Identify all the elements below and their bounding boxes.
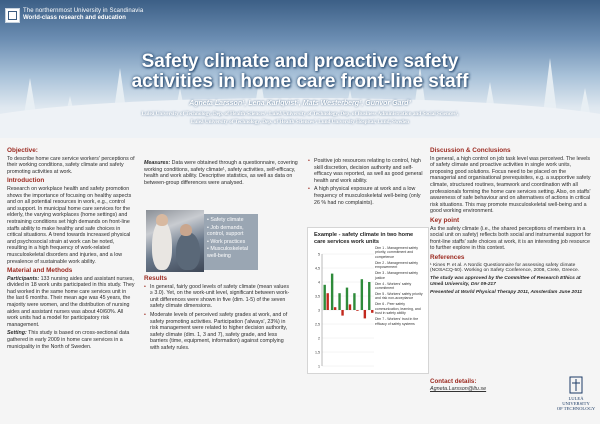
caption-item: • Safety climate	[207, 217, 244, 223]
results-item: • Moderate levels of perceived safety grades at work, and of safety promoting activities. Participation ('always', 23%) in risk management were related to higher decision authority, safety climate (dim. 1, 3 and 7), safety grade, and less barriers (time, equipment, information) against complying with safety rules.	[150, 312, 292, 352]
poster-title	[40, 52, 560, 92]
presented-note	[430, 290, 593, 296]
results-item: • In general, fairly good levels of safety climate (mean values ≥ 3.0). Yet, on the work-unit level, significant between work-unit differences were shown in five (dim. 1-5) of the seven safety climate dimensions.	[150, 284, 292, 310]
chart-bar-unit-a	[353, 293, 355, 310]
chart-bar-unit-b	[349, 304, 351, 310]
discussion-text: In general, a high control on job task level was perceived. The levels of safety climate and proactive activities in single work units, proposing good solutions. Focus need to be placed on the managerial and organisational prerequisites, e.g. a supportive safety climate, structured routines, teamwork and coordination with all professionals forming the home care services setting. Also, on staffs' awareness of safe behaviour and on alternatives of actions in critical risk situations. This may promote musculoskeletal well-being and a good working environment.	[430, 155, 591, 215]
y-tick-label: 1,5	[315, 350, 320, 355]
y-tick-label: 1	[318, 364, 320, 369]
network-banner	[0, 0, 600, 28]
legend-item: Dim 4 - Workers' safety commitment	[375, 281, 412, 291]
caption-item: • Job demands, control, support	[207, 224, 244, 238]
y-tick-label: 2,5	[315, 322, 320, 327]
legend-item: Dim 1 - Management safety priority, commitment and competence	[375, 246, 418, 259]
objective-heading: Objective:	[7, 147, 38, 154]
chart-bar-unit-b	[364, 310, 366, 318]
chart-bar-unit-a	[338, 293, 340, 310]
caption-item: • Musculoskeletal well-being	[207, 246, 249, 259]
keypoint-heading: Key point	[430, 216, 460, 224]
ethics-text: The study was approved by the Committee of Research Ethics at Umeå University, Dnr 09-217	[430, 276, 581, 288]
chart-bar-unit-b	[327, 293, 329, 310]
home-care-photo	[146, 210, 204, 272]
university-name-2: UNIVERSITY	[562, 401, 590, 406]
keypoint-text: As the safety climate (i.e., the shared perceptions of members in a social unit on safety) reflects both social and instrumental support for front-line staffs' safe choices at work, it is an interesting job resource to further explore in this context.	[430, 225, 592, 252]
column-right	[430, 145, 593, 298]
chart-bar-unit-a	[346, 288, 348, 310]
participants-paragraph	[7, 276, 135, 329]
measures-label: Measures:	[144, 160, 171, 166]
introduction-text: Research on workplace health and safety promotion shows the importance of focusing on healthy aspects and on all potential resources in work, e.g., control and support. In municipal home care services for the elderly, the varying workplaces (home settings) and restraining conditions set high demands on front-line staffs ability to make healthy and safe choices in critical situations. A trend towards increased physical and psychosocial strain at work can be noted, resulting in a high frequency of work-related musculoskeletal disorders and injuries, and a low prevalence of sustainable work ability.	[7, 185, 132, 265]
network-line-2: World-class research and education	[23, 15, 126, 21]
results-item: • A high physical exposure at work and a low frequency of musculoskeletal well-being (only 26 % had no complaints).	[314, 186, 426, 206]
results-list	[144, 284, 292, 352]
column-left	[7, 145, 135, 352]
y-tick-label: 3,5	[315, 294, 320, 299]
results-list-2	[308, 158, 426, 206]
authors: Agneta Larsson¹, Lena Karlqvist¹, Mats Westerberg², Gunvor Gard³	[189, 100, 411, 107]
setting-text: This study is based on cross-sectional data gathered in early 2009 in home care services in a municipality in the North of Sweden.	[7, 330, 130, 350]
affiliations	[60, 110, 540, 126]
university-logo	[555, 376, 597, 411]
introduction-heading: Introduction	[7, 177, 45, 185]
y-tick-label: 4	[318, 280, 320, 285]
chart-bar-unit-a	[331, 274, 333, 310]
legend-item: Dim 6 - Peer safety communication, learning, and trust in safety ability	[375, 302, 421, 316]
presented-text: Presented at World Physical Therapy 2011, Amsterdam June 2011	[430, 290, 583, 296]
results-continued	[308, 158, 426, 208]
legend-item: Dim 2 - Management safety empowerment	[375, 260, 418, 270]
university-logo-icon	[5, 8, 20, 23]
results-heading: Results	[144, 275, 168, 282]
chart-bar-unit-a	[368, 282, 370, 310]
chart-title: Example - safety climate in two home care services work units	[314, 232, 414, 245]
affiliation-line-1: Luleå University of Technology, Dep. of Health Sciences¹, Luleå University of Technology, Dep. of Business Administration and Social Sciences²,	[141, 111, 459, 117]
chart-bar-unit-b	[341, 310, 343, 316]
results-block	[144, 273, 292, 354]
objective-text: To describe home care service workers' perceptions of their working conditions, safety climate and safety promoting activities at work.	[7, 155, 135, 175]
university-crest-icon	[569, 376, 583, 394]
measures-paragraph	[144, 160, 304, 186]
results-item: • Positive job resources relating to control, high skill discretion, decision authority and self-efficacy was reported, as well as good general health and work ability.	[314, 158, 426, 184]
references-heading: References	[430, 253, 465, 261]
ethics-note	[430, 276, 593, 288]
measures-block	[144, 160, 304, 188]
photo-caption	[204, 214, 258, 270]
contact-email[interactable]: Agneta.Larsson@ltu.se	[430, 386, 487, 392]
participants-text: 133 nursing aides and assistant nurses, divided in 18 work units participated in this study. They had worked in the same home care services unit in the last 6 months. Their mean age was 45 years, the majority were women, and the distribution of nursing aides and assistant nurses was about 40/60%. All work units had a model for participatory risk management.	[7, 275, 135, 328]
participants-label: Participants:	[7, 275, 40, 282]
discussion-heading: Discussion & Conclusions	[430, 147, 511, 154]
measures-text: Data were obtained through a questionnaire, covering working conditions, safety climate¹, safety activities, self-efficacy, health and work ability. Descriptive statistics, as well as data on between-group differences were analysed.	[144, 160, 298, 186]
legend-item: Dim 5 - Workers' safety priority and risk non-acceptance	[375, 292, 423, 301]
chart-legend	[375, 246, 425, 328]
title-line-2: activities in home care front-line staff	[131, 71, 469, 92]
chart-bar-unit-b	[371, 310, 373, 313]
legend-item: Dim 7 - Workers' trust in the efficacy of safety systems	[375, 317, 419, 326]
contact-heading: Contact details:	[430, 378, 477, 385]
setting-paragraph	[7, 330, 135, 350]
chart-bar-unit-a	[324, 285, 326, 310]
legend-item: Dim 3 - Management safety justice	[375, 271, 418, 280]
material-heading: Material and Methods	[7, 267, 73, 275]
university-name-1: LULEÅ	[568, 396, 584, 401]
reference-1: ¹ Kines P. et al. A Nordic Questionnaire for assessing safety climate (NOSACQ-50). Working on Safety Conference, 2008, Crete, Greece.	[430, 262, 580, 274]
affiliation-line-2: Luleå University of Technology, Dep. of Health Sciences³, Lund University Hospital, Lund, Sweden	[190, 119, 410, 125]
chart-bar-unit-a	[361, 279, 363, 310]
setting-label: Setting:	[7, 330, 27, 337]
network-line-1: The northernmost University in Scandinavia	[23, 8, 144, 14]
chart-bar-unit-b	[334, 307, 336, 310]
y-tick-label: 4,5	[315, 266, 320, 271]
y-tick-label: 2	[318, 336, 320, 341]
university-name-3: OF TECHNOLOGY	[556, 406, 596, 411]
title-line-1: Safety climate and proactive safety	[141, 51, 459, 72]
y-tick-label: 3	[318, 308, 320, 313]
y-tick-label: 5	[318, 252, 320, 257]
chart-bar-unit-b	[356, 310, 358, 311]
caption-item: • Work practices	[207, 238, 246, 245]
